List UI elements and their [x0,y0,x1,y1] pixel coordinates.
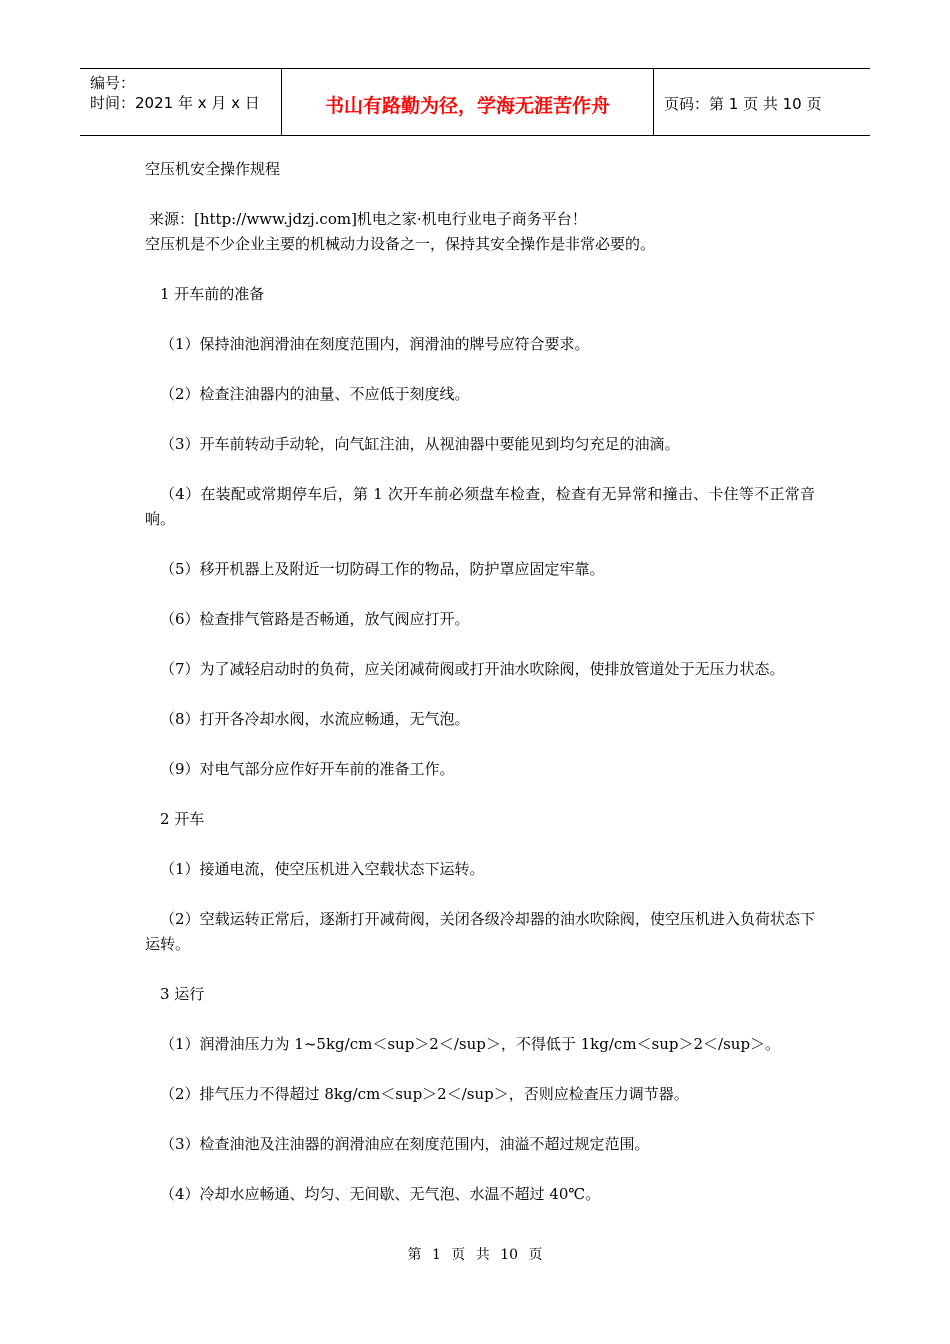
paragraph: （5）移开机器上及附近一切防碍工作的物品，防护罩应固定牢靠。 [160,560,605,578]
header-motto: 书山有路勤为径，学海无涯苦作舟 [281,69,654,135]
paragraph: （4）在装配或常期停车后，第 1 次开车前必须盘车检查，检查有无异常和撞击、卡住等不正常音响。 [145,485,815,528]
intro-paragraph: 空压机是不少企业主要的机械动力设备之一，保持其安全操作是非常必要的。 [145,235,656,253]
paragraph: （8）打开各冷却水阀，水流应畅通，无气泡。 [160,710,470,728]
document-title: 空压机安全操作规程 [145,160,281,178]
source-line: 来源：[http://www.jdzj.com]机电之家·机电行业电子商务平台！ [149,210,587,228]
paragraph: （6）检查排气管路是否畅通，放气阀应打开。 [160,610,470,628]
paragraph: 3 运行 [160,985,205,1003]
date-label: 时间：2021 年 x 月 x 日 [90,94,260,112]
paragraph: （1）保持油池润滑油在刻度范围内，润滑油的牌号应符合要求。 [160,335,590,353]
paragraph: （9）对电气部分应作好开车前的准备工作。 [160,760,455,778]
header-page-info: 页码：第 1 页 共 10 页 [664,95,822,113]
paragraph: （2）空载运转正常后，逐渐打开减荷阀，关闭各级冷却器的油水吹除阀，使空压机进入负荷状态下运转。 [145,910,815,953]
paragraph: （2）检查注油器内的油量、不应低于刻度线。 [160,385,470,403]
paragraph: （1）润滑油压力为 1~5kg/cm＜sup＞2＜/sup＞，不得低于 1kg/cm＜sup＞2＜/sup＞。 [160,1035,781,1053]
paragraph: 2 开车 [160,810,205,828]
paragraph: 1 开车前的准备 [160,285,265,303]
paragraph: （7）为了减轻启动时的负荷，应关闭减荷阀或打开油水吹除阀，使排放管道处于无压力状态。 [160,660,785,678]
serial-number-label: 编号： [90,74,136,92]
page-footer: 第 1 页 共 10 页 [407,1247,543,1263]
paragraph: （3）开车前转动手动轮，向气缸注油，从视油器中要能见到均匀充足的油滴。 [160,435,680,453]
paragraph: （4）冷却水应畅通、均匀、无间歇、无气泡、水温不超过 40℃。 [160,1185,601,1203]
header-table [80,68,870,136]
header-meta-cell [80,69,281,135]
paragraph: （2）排气压力不得超过 8kg/cm＜sup＞2＜/sup＞，否则应检查压力调节器。 [160,1085,689,1103]
paragraph: （1）接通电流，使空压机进入空载状态下运转。 [160,860,485,878]
document-body [145,157,815,1232]
paragraph: （3）检查油池及注油器的润滑油应在刻度范围内，油溢不超过规定范围。 [160,1135,650,1153]
